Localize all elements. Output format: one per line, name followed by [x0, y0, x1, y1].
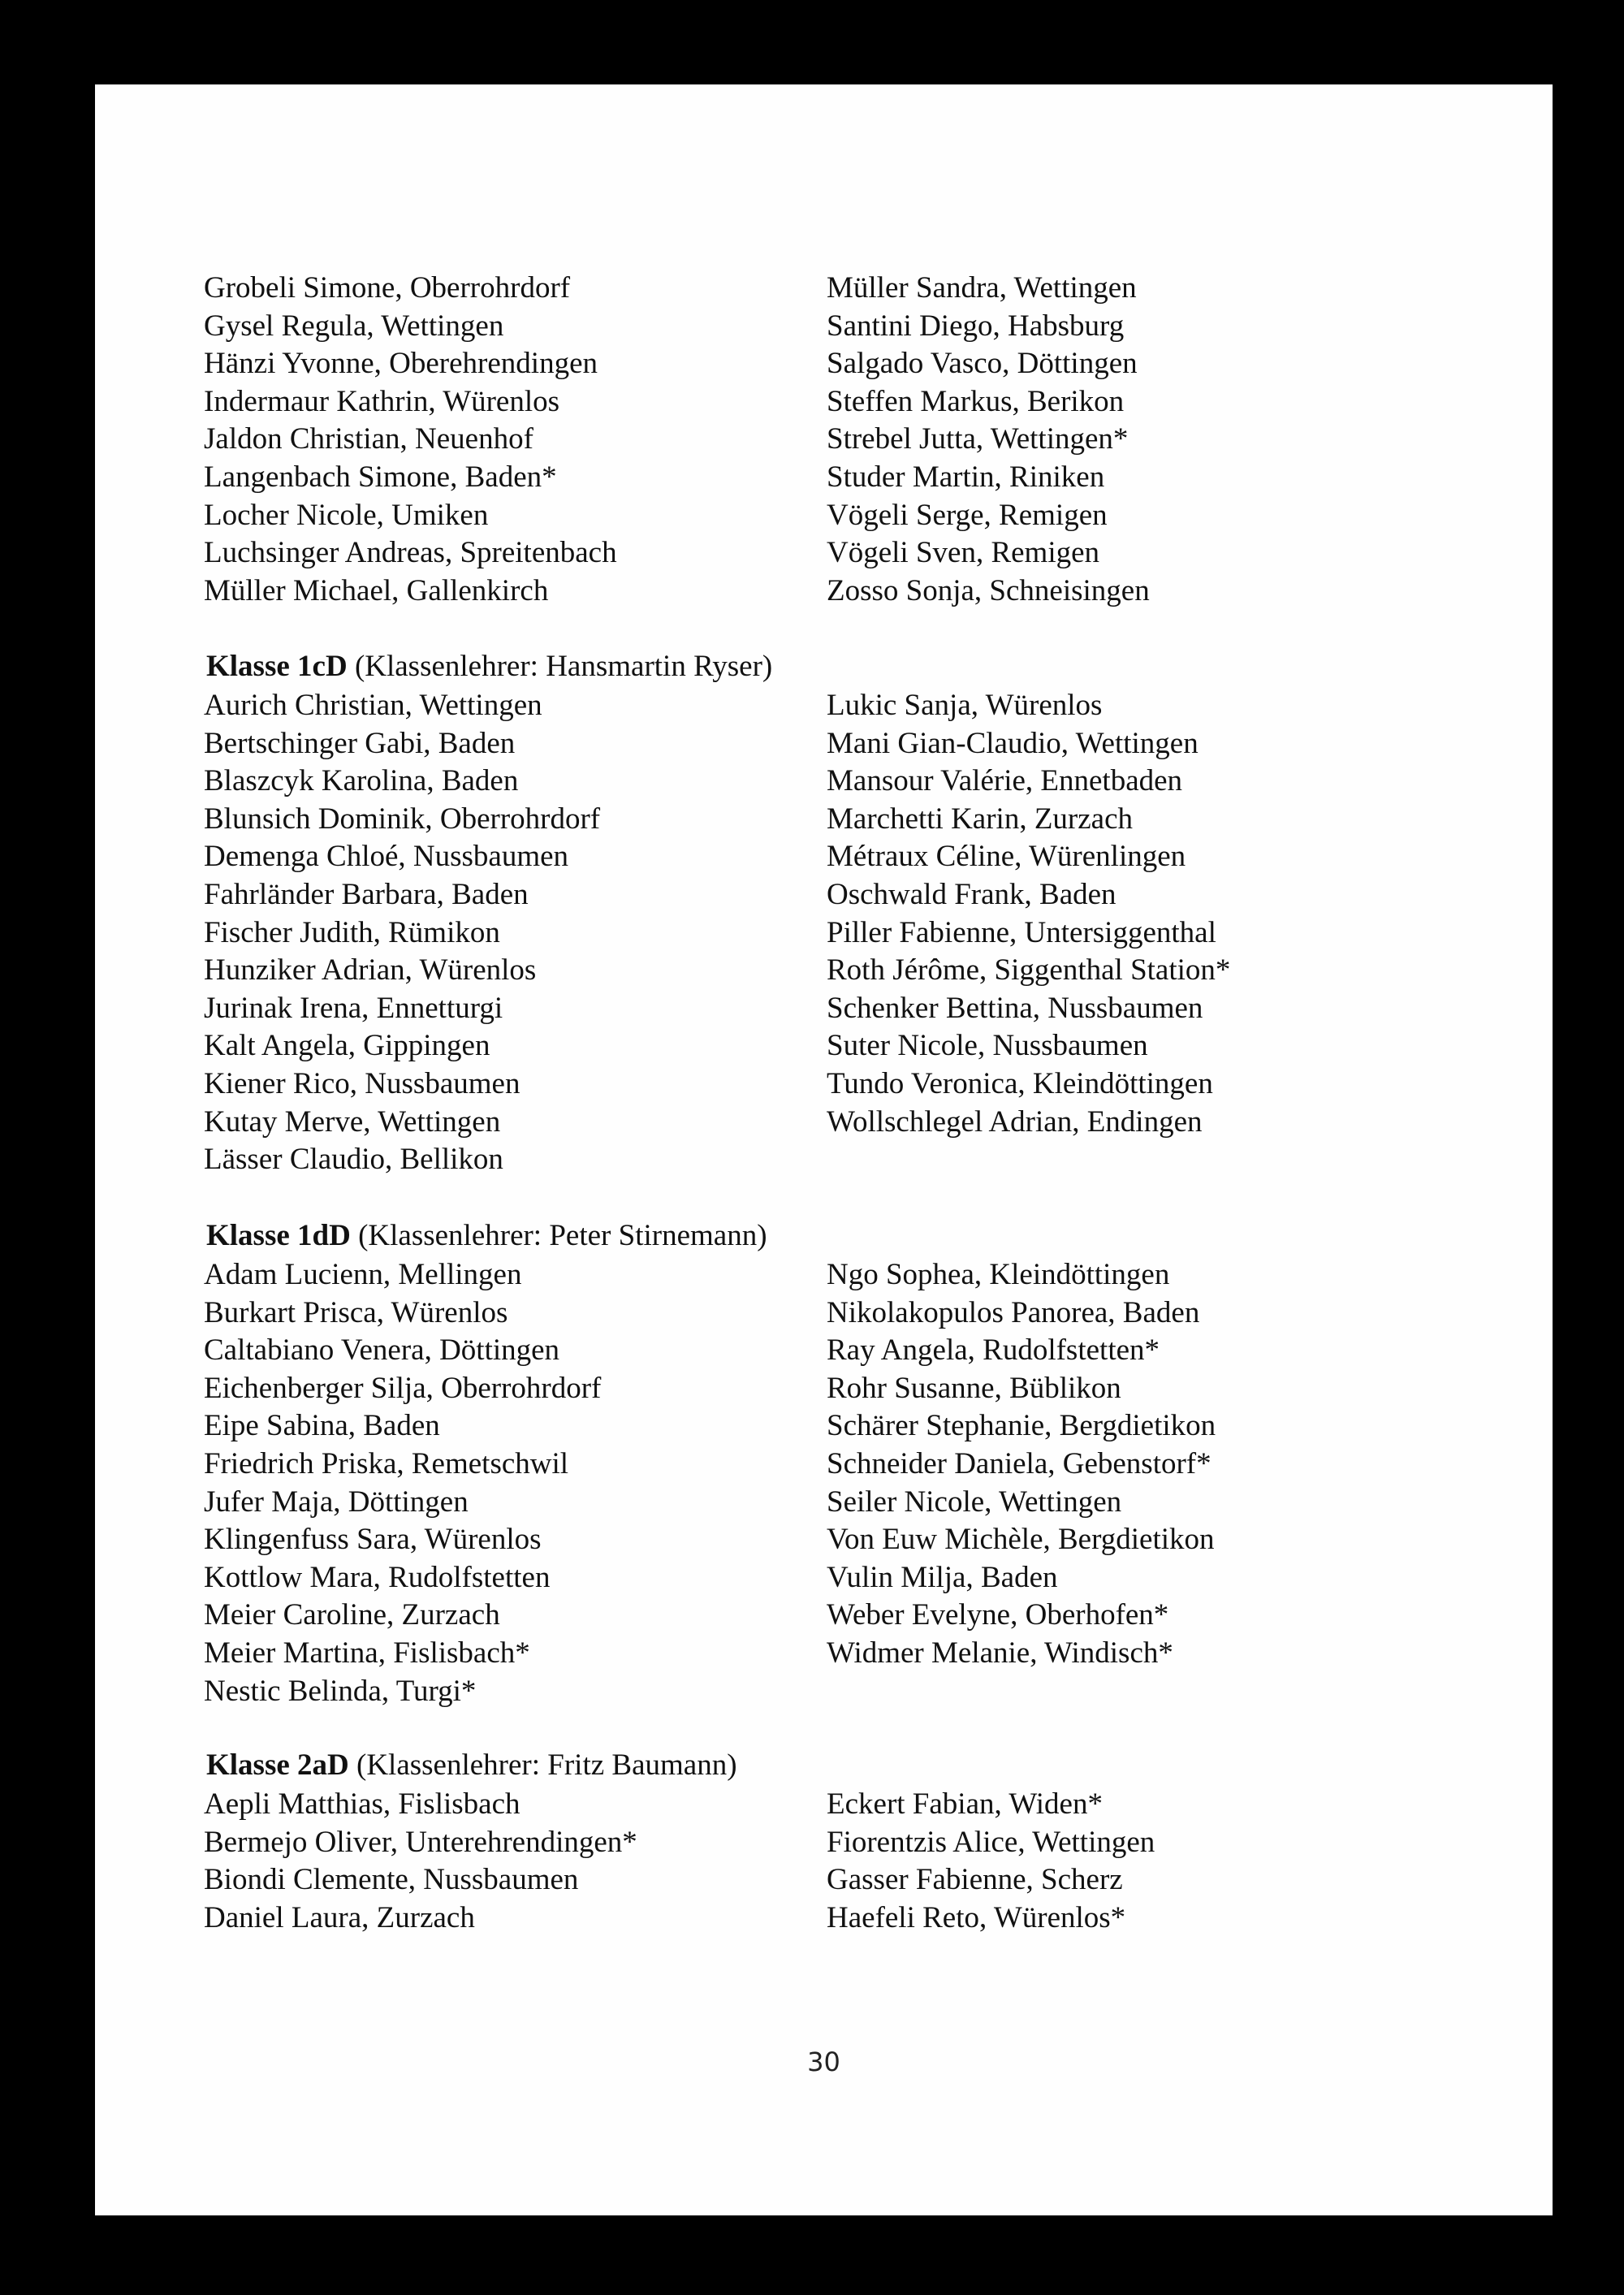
name-entry: Friedrich Priska, Remetschwil: [204, 1446, 569, 1480]
name-entry: Roth Jérôme, Siggenthal Station*: [827, 953, 1231, 988]
name-entry: Ngo Sophea, Kleindöttingen: [827, 1258, 1170, 1291]
section-1cd-left-column: [204, 687, 600, 1179]
name-entry: Wollschlegel Adrian, Endingen: [827, 1104, 1203, 1139]
name-entry: Meier Caroline, Zurzach: [204, 1598, 500, 1632]
name-entry: Eichenberger Silja, Oberrohrdorf: [204, 1371, 602, 1405]
document-page: [95, 84, 1553, 2215]
name-entry: Schärer Stephanie, Bergdietikon: [827, 1409, 1216, 1443]
name-entry: Gysel Regula, Wettingen: [204, 309, 504, 343]
name-entry: Kutay Merve, Wettingen: [204, 1104, 501, 1139]
name-entry: Jurinak Irena, Ennetturgi: [204, 991, 503, 1025]
name-entry: Blunsich Dominik, Oberrohrdorf: [204, 802, 601, 836]
section-2ad-left-column: [204, 1786, 637, 1937]
name-entry: Aepli Matthias, Fislisbach: [204, 1787, 520, 1821]
name-entry: Tundo Veronica, Kleindöttingen: [827, 1066, 1213, 1100]
name-entry: Studer Martin, Riniken: [827, 460, 1105, 494]
section-1dd-right-column: [827, 1256, 1216, 1673]
teacher-label: (Klassenlehrer: Fritz Baumann): [356, 1748, 737, 1782]
name-entry: Piller Fabienne, Untersiggenthal: [827, 915, 1216, 949]
name-entry: Indermaur Kathrin, Würenlos: [204, 384, 560, 418]
name-entry: Blaszcyk Karolina, Baden: [204, 764, 519, 798]
teacher-label: (Klassenlehrer: Hansmartin Ryser): [354, 650, 773, 683]
name-entry: Vögeli Serge, Remigen: [827, 498, 1108, 532]
section-2ad-right-column: [827, 1786, 1155, 1937]
name-entry: Bertschinger Gabi, Baden: [204, 726, 516, 760]
name-entry: Aurich Christian, Wettingen: [204, 689, 542, 722]
page-number: 30: [807, 2046, 840, 2077]
name-entry: Fahrländer Barbara, Baden: [204, 877, 529, 911]
section-heading-2ad: [206, 1747, 737, 1785]
name-entry: Rohr Susanne, Büblikon: [827, 1371, 1121, 1405]
section-1dd-left-column: [204, 1256, 601, 1710]
name-entry: Haefeli Reto, Würenlos*: [827, 1900, 1126, 1934]
name-entry: Santini Diego, Habsburg: [827, 309, 1125, 343]
name-entry: Schenker Bettina, Nussbaumen: [827, 991, 1203, 1025]
name-entry: Demenga Chloé, Nussbaumen: [204, 840, 569, 874]
name-entry: Jufer Maja, Döttingen: [204, 1485, 469, 1519]
name-entry: Klingenfuss Sara, Würenlos: [204, 1523, 542, 1557]
name-entry: Ray Angela, Rudolfstetten*: [827, 1333, 1160, 1368]
name-entry: Adam Lucienn, Mellingen: [204, 1258, 522, 1291]
name-entry: Langenbach Simone, Baden*: [204, 460, 557, 494]
name-entry: Grobeli Simone, Oberrohrdorf: [204, 271, 571, 305]
intro-left-column: [204, 270, 617, 610]
name-entry: Eipe Sabina, Baden: [204, 1409, 440, 1443]
section-heading-1dd: [206, 1217, 767, 1256]
name-entry: Zosso Sonja, Schneisingen: [827, 573, 1150, 607]
name-entry: Mansour Valérie, Ennetbaden: [827, 764, 1183, 798]
name-entry: Locher Nicole, Umiken: [204, 498, 489, 532]
name-entry: Daniel Laura, Zurzach: [204, 1900, 475, 1934]
name-entry: Strebel Jutta, Wettingen*: [827, 422, 1129, 456]
name-entry: Widmer Melanie, Windisch*: [827, 1636, 1173, 1670]
name-entry: Biondi Clemente, Nussbaumen: [204, 1863, 579, 1897]
name-entry: Fiorentzis Alice, Wettingen: [827, 1825, 1155, 1859]
name-entry: Lukic Sanja, Würenlos: [827, 689, 1103, 722]
name-entry: Von Euw Michèle, Bergdietikon: [827, 1523, 1215, 1557]
section-1cd-right-column: [827, 687, 1230, 1141]
name-entry: Caltabiano Venera, Döttingen: [204, 1333, 560, 1368]
name-entry: Luchsinger Andreas, Spreitenbach: [204, 536, 617, 570]
intro-right-column: [827, 270, 1150, 610]
name-entry: Vulin Milja, Baden: [827, 1560, 1058, 1594]
name-entry: Weber Evelyne, Oberhofen*: [827, 1598, 1169, 1632]
name-entry: Müller Sandra, Wettingen: [827, 271, 1137, 305]
name-entry: Marchetti Karin, Zurzach: [827, 802, 1134, 836]
name-entry: Vögeli Sven, Remigen: [827, 536, 1100, 570]
name-entry: Gasser Fabienne, Scherz: [827, 1863, 1123, 1897]
name-entry: Suter Nicole, Nussbaumen: [827, 1029, 1148, 1063]
name-entry: Eckert Fabian, Widen*: [827, 1787, 1103, 1821]
name-entry: Mani Gian-Claudio, Wettingen: [827, 726, 1199, 760]
section-heading-1cd: [206, 648, 772, 686]
teacher-label: (Klassenlehrer: Peter Stirnemann): [358, 1219, 767, 1252]
name-entry: Nikolakopulos Panorea, Baden: [827, 1295, 1200, 1329]
name-entry: Hunziker Adrian, Würenlos: [204, 953, 537, 988]
class-label: Klasse 2aD: [206, 1748, 349, 1782]
name-entry: Schneider Daniela, Gebenstorf*: [827, 1446, 1212, 1480]
name-entry: Meier Martina, Fislisbach*: [204, 1636, 530, 1670]
class-label: Klasse 1dD: [206, 1219, 351, 1252]
name-entry: Kiener Rico, Nussbaumen: [204, 1066, 520, 1100]
name-entry: Lässer Claudio, Bellikon: [204, 1143, 503, 1177]
name-entry: Oschwald Frank, Baden: [827, 877, 1116, 911]
name-entry: Hänzi Yvonne, Oberehrendingen: [204, 347, 598, 381]
name-entry: Kottlow Mara, Rudolfstetten: [204, 1560, 551, 1594]
class-label: Klasse 1cD: [206, 650, 348, 683]
name-entry: Jaldon Christian, Neuenhof: [204, 422, 533, 456]
name-entry: Kalt Angela, Gippingen: [204, 1029, 490, 1063]
name-entry: Seiler Nicole, Wettingen: [827, 1485, 1122, 1519]
name-entry: Salgado Vasco, Döttingen: [827, 347, 1138, 381]
name-entry: Bermejo Oliver, Unterehrendingen*: [204, 1825, 637, 1859]
name-entry: Métraux Céline, Würenlingen: [827, 840, 1186, 874]
name-entry: Steffen Markus, Berikon: [827, 384, 1125, 418]
name-entry: Fischer Judith, Rümikon: [204, 915, 500, 949]
name-entry: Müller Michael, Gallenkirch: [204, 573, 549, 607]
name-entry: Nestic Belinda, Turgi*: [204, 1674, 477, 1708]
name-entry: Burkart Prisca, Würenlos: [204, 1295, 508, 1329]
